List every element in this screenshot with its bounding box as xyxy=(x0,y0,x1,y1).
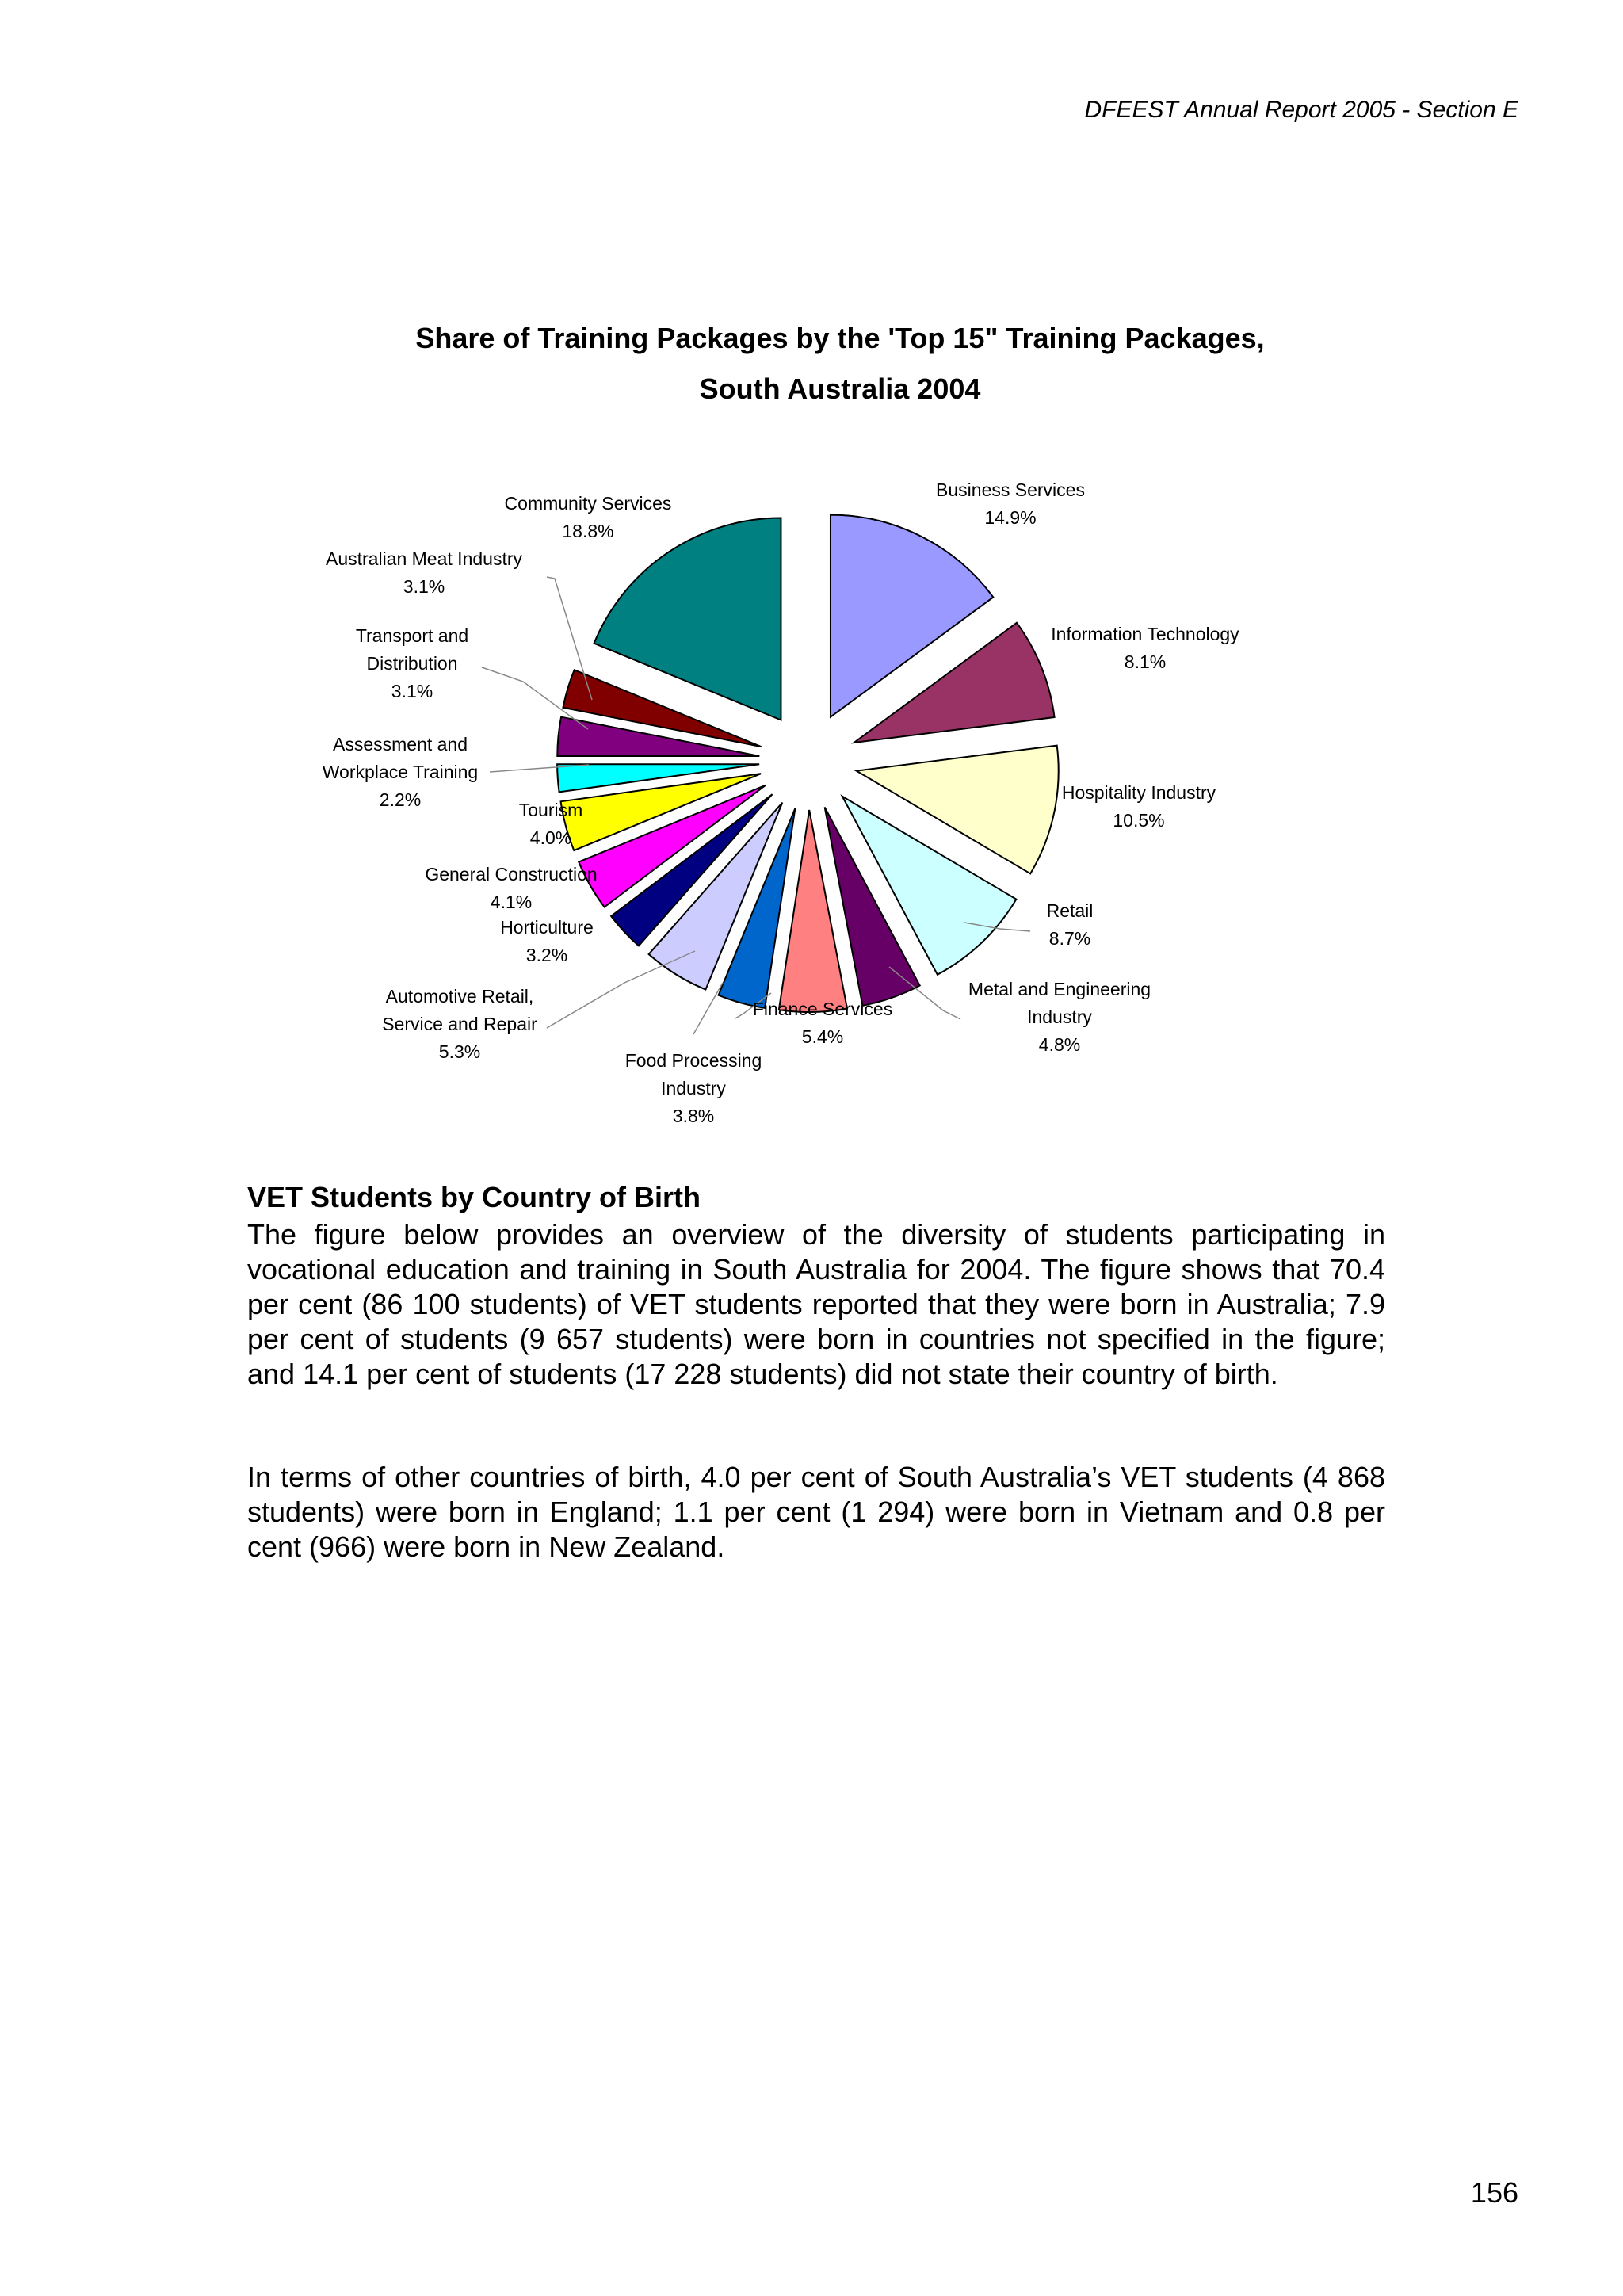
slice-label-line: Industry xyxy=(661,1078,726,1098)
slice-label xyxy=(382,986,537,1062)
slice-label xyxy=(323,734,478,810)
slice-percent: 3.1% xyxy=(403,576,445,597)
slice-label xyxy=(936,479,1085,528)
slice-label-line: Automotive Retail, xyxy=(385,986,534,1007)
slice-percent: 4.1% xyxy=(490,892,533,912)
slice-label-line: Distribution xyxy=(366,653,458,674)
slice-label-line: Horticulture xyxy=(500,917,594,938)
slice-percent: 3.8% xyxy=(672,1106,715,1126)
slice-percent: 4.0% xyxy=(529,827,572,848)
slice-label xyxy=(753,999,892,1047)
leader-line xyxy=(693,983,723,1034)
body-paragraph-1: The figure below provides an overview of the diversity of students participating in vocational education and training in South Australia for 2004. The figure shows that 70.4 per cent (86 100 students) of VET students reported that they were born in Australia; 7.9 per cent of students (9 657 students) were born in countries not specified in the figure; and 14.1 per cent of students (17 228 students) did not state their country of birth. xyxy=(247,1218,1385,1390)
slice-label-line: Australian Meat Industry xyxy=(325,548,523,569)
slice-label xyxy=(326,548,523,597)
slice-label-line: Tourism xyxy=(518,800,583,820)
slice-percent: 5.3% xyxy=(438,1041,481,1062)
slice-percent: 14.9% xyxy=(984,507,1037,528)
slice-label-line: Information Technology xyxy=(1051,624,1239,644)
slice-label-line: Business Services xyxy=(936,479,1085,500)
slice-label xyxy=(356,625,468,701)
slice-label-line: Community Services xyxy=(504,493,672,514)
slice-label-line: Hospitality Industry xyxy=(1061,782,1216,803)
chart-subtitle: South Australia 2004 xyxy=(699,372,981,405)
chart-title: Share of Training Packages by the 'Top 15" Training Packages, xyxy=(415,322,1265,354)
slice-percent: 3.1% xyxy=(391,681,433,701)
slice-label-line: Assessment and xyxy=(332,734,468,755)
slice-percent: 2.2% xyxy=(379,789,422,810)
report-header: DFEEST Annual Report 2005 - Section E xyxy=(1084,97,1518,123)
slice-label-line: Metal and Engineering xyxy=(968,979,1151,999)
slice-label-line: General Construction xyxy=(425,864,598,884)
slice-label xyxy=(1051,624,1239,672)
slice-percent: 8.1% xyxy=(1124,651,1167,672)
slice-percent: 3.2% xyxy=(525,945,568,965)
page-number: 156 xyxy=(1470,2176,1518,2209)
slice-percent: 5.4% xyxy=(801,1026,844,1047)
slice-percent: 10.5% xyxy=(1113,810,1165,831)
slice-label-line: Transport and xyxy=(355,625,469,646)
slice-label-line: Food Processing xyxy=(624,1050,762,1071)
slice-label-line: Retail xyxy=(1046,900,1094,921)
slice-percent: 8.7% xyxy=(1048,928,1091,949)
section-heading: VET Students by Country of Birth xyxy=(247,1181,701,1213)
slice-label-line: Finance Services xyxy=(752,999,893,1019)
slice-label xyxy=(505,493,672,541)
slice-label xyxy=(625,1050,762,1126)
slice-label xyxy=(968,979,1151,1055)
slice-percent: 18.8% xyxy=(562,521,614,541)
slice-label xyxy=(425,864,597,912)
slice-label-line: Service and Repair xyxy=(382,1014,537,1034)
body-paragraph-2: In terms of other countries of birth, 4.0 per cent of South Australia’s VET students (4 868 students) were born in England; 1.1 per cent (1 294) were born in Vietnam and 0.8 per cent (966) were born in New Zealand. xyxy=(247,1461,1385,1563)
slice-label-line: Workplace Training xyxy=(322,762,479,782)
slice-percent: 4.8% xyxy=(1038,1034,1081,1055)
slice-label xyxy=(500,917,594,965)
slice-label xyxy=(1047,900,1094,949)
slice-label-line: Industry xyxy=(1027,1007,1092,1027)
slice-label xyxy=(1062,782,1216,831)
